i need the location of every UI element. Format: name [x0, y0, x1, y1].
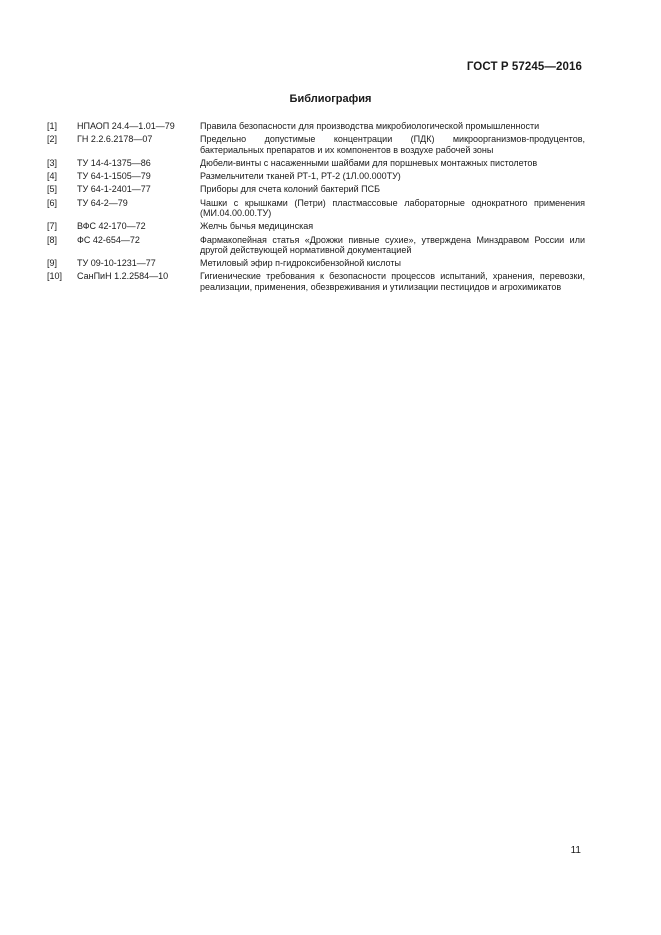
entry-code: ГН 2.2.6.2178—07: [77, 134, 153, 145]
bibliography-list: [47, 121, 585, 295]
entry-title: Приборы для счета колоний бактерий ПСБ: [200, 184, 381, 195]
entry-title: Предельно допустимые концентрации (ПДК) микроорганизмов-продуцентов, бактериальных препаратов и их компонентов в воздухе рабочей зоны: [200, 134, 585, 155]
bibliography-entry: [47, 134, 585, 155]
entry-code: ФС 42-654—72: [77, 234, 140, 245]
entry-title: Фармакопейная статья «Дрожжи пивные сухие», утверждена Минздравом России или другой действующей нормативной документацией: [200, 234, 585, 256]
entry-title: Чашки с крышками (Петри) пластмассовые лабораторные однократного применения (МИ.04.00.00.ТУ): [200, 197, 585, 219]
entry-code: ТУ 64-1-2401—77: [77, 184, 151, 195]
entry-number: [5]: [47, 184, 58, 195]
bibliography-entry: [47, 158, 585, 169]
entry-number: [3]: [47, 157, 58, 168]
bibliography-entry: [47, 235, 585, 256]
entry-number: [6]: [47, 197, 58, 208]
bibliography-entry: [47, 198, 585, 219]
entry-title: Гигиенические требования к безопасности процессов испытаний, хранения, перевозки, реализации, применения, обезвреживания и утилизации пестицидов и агрохимикатов: [200, 271, 585, 293]
entry-code: СанПиН 1.2.2584—10: [77, 271, 169, 282]
entry-number: [4]: [47, 171, 58, 182]
page-number: 11: [570, 845, 581, 856]
entry-code: ТУ 64-2—79: [77, 197, 128, 208]
bibliography-entry: [47, 121, 585, 132]
entry-number: [8]: [47, 234, 58, 245]
entry-title: Желчь бычья медицинская: [200, 221, 314, 232]
entry-code: ТУ 64-1-1505—79: [77, 171, 151, 182]
entry-number: [1]: [47, 121, 58, 131]
entry-number: [7]: [47, 221, 58, 232]
entry-title: Метиловый эфир п-гидроксибензойной кислоты: [200, 258, 401, 269]
entry-title: Правила безопасности для производства микробиологической промышленности: [200, 121, 540, 131]
entry-code: ВФС 42-170—72: [77, 221, 146, 232]
bibliography-entry: [47, 184, 585, 195]
bibliography-entry: [47, 171, 585, 182]
entry-code: ТУ 14-4-1375—86: [77, 157, 151, 168]
bibliography-entry: [47, 271, 585, 292]
entry-number: [9]: [47, 258, 58, 269]
entry-number: [2]: [47, 134, 58, 145]
entry-code: ТУ 09-10-1231—77: [77, 258, 156, 269]
entry-number: [10]: [47, 271, 63, 282]
entry-code: НПАОП 24.4—1.01—79: [77, 121, 175, 131]
section-title: Библиография: [289, 93, 372, 105]
bibliography-entry: [47, 221, 585, 232]
entry-title: Размельчители тканей РТ-1, РТ-2 (1Л.00.000ТУ): [200, 171, 401, 182]
entry-title: Дюбели-винты с насаженными шайбами для поршневых монтажных пистолетов: [200, 157, 538, 168]
bibliography-entry: [47, 258, 585, 269]
document-code-header: ГОСТ Р 57245—2016: [466, 61, 582, 73]
